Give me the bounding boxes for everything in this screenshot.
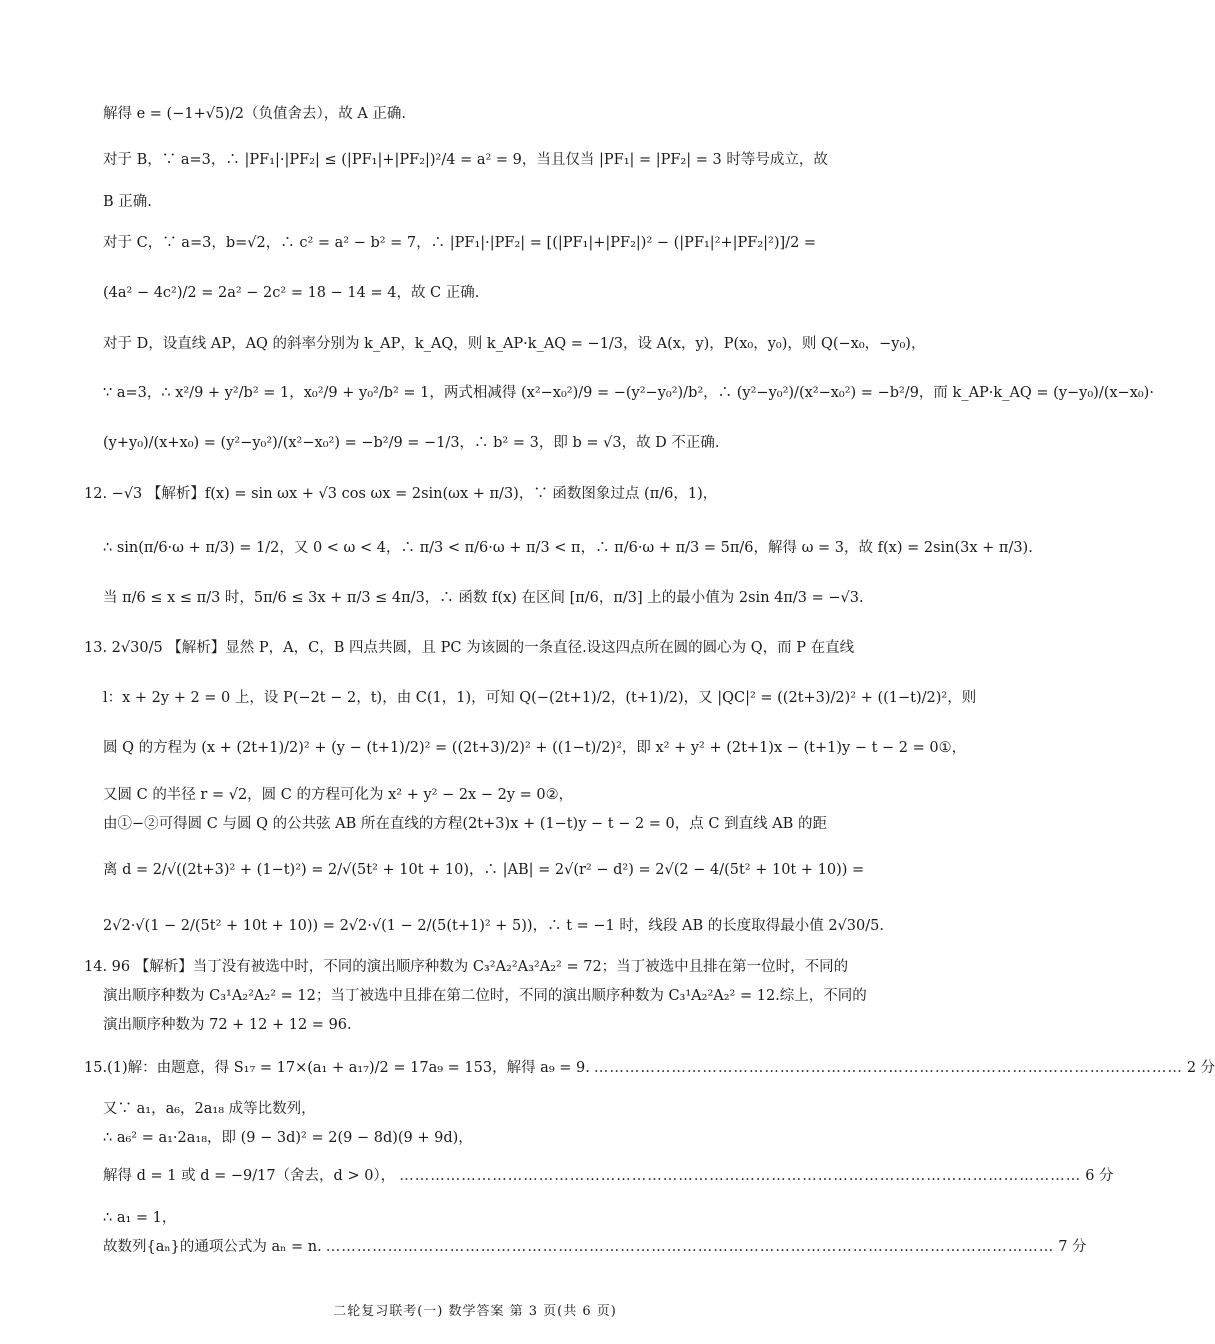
text-line: ∵ a=3，∴ x²/9 + y²/b² = 1，x₀²/9 + y₀²/b² = 1，两式相减得 (x²−x₀²)/9 = −(y²−y₀²)/b²，∴ (y²−y₀²)/(x²−x₀²) = −b²/9，而 k_AP·k_AQ = (y−y₀)/(x−x₀)· [103, 385, 1154, 401]
text-line: (4a² − 4c²)/2 = 2a² − 2c² = 18 − 14 = 4，故 C 正确. [103, 285, 480, 301]
text-line: 圆 Q 的方程为 (x + (2t+1)/2)² + (y − (t+1)/2)² = ((2t+3)/2)² + ((1−t)/2)²，即 x² + y² + (2t+1)x − (t+1)y − t − 2 = 0①， [103, 740, 967, 756]
text-line: 又∵ a₁，a₆，2a₁₈ 成等比数列， [103, 1101, 316, 1117]
score-points: 6 分 [1085, 1168, 1114, 1184]
text-line: ∴ a₁ = 1， [103, 1210, 177, 1226]
question-13: 13. 2√30/5 【解析】显然 P，A，C，B 四点共圆，且 PC 为该圆的一条直径.设这四点所在圆的圆心为 Q，而 P 在直线 [84, 640, 855, 656]
text-line: 对于 D，设直线 AP，AQ 的斜率分别为 k_AP，k_AQ，则 k_AP·k_AQ = −1/3，设 A(x，y)，P(x₀，y₀)，则 Q(−x₀，−y₀)， [103, 336, 926, 352]
score-points: 7 分 [1058, 1239, 1087, 1255]
text-line: (y+y₀)/(x+x₀) = (y²−y₀²)/(x²−x₀²) = −b²/9 = −1/3，∴ b² = 3，即 b = √3，故 D 不正确. [103, 435, 720, 451]
question-12: 12. −√3 【解析】f(x) = sin ωx + √3 cos ωx = 2sin(ωx + π/3)，∵ 函数图象过点 (π/6，1)， [84, 486, 718, 502]
text-line: 由①−②可得圆 C 与圆 Q 的公共弦 AB 所在直线的方程(2t+3)x + (1−t)y − t − 2 = 0，点 C 到直线 AB 的距 [103, 816, 827, 832]
step-text: 故数列{aₙ}的通项公式为 aₙ = n. [103, 1239, 322, 1255]
text-line: 解得 e = (−1+√5)/2（负值舍去），故 A 正确. [103, 106, 407, 122]
text-line: 离 d = 2/√((2t+3)² + (1−t)²) = 2/√(5t² + 10t + 10)，∴ |AB| = 2√(r² − d²) = 2√(2 − 4/(5t² + 10t + 10)) = [103, 862, 865, 878]
page-footer: 二轮复习联考(一) 数学答案 第 3 页(共 6 页) [333, 1304, 617, 1319]
text-line: 对于 C，∵ a=3，b=√2，∴ c² = a² − b² = 7，∴ |PF₁|·|PF₂| = [(|PF₁|+|PF₂|)² − (|PF₁|²+|PF₂|²)]/2 = [103, 235, 817, 251]
text-line: ∴ sin(π/6·ω + π/3) = 1/2，又 0 < ω < 4，∴ π/3 < π/6·ω + π/3 < π，∴ π/6·ω + π/3 = 5π/6，解得 ω = 3，故 f(x) = 2sin(3x + π/3). [103, 540, 1033, 556]
question-15-step [84, 1058, 1215, 1078]
text-line: ∴ a₆² = a₁·2a₁₈，即 (9 − 3d)² = 2(9 − 8d)(9 + 9d)， [103, 1130, 473, 1146]
text-line: 又圆 C 的半径 r = √2，圆 C 的方程可化为 x² + y² − 2x − 2y = 0②， [103, 787, 574, 803]
text-line: l：x + 2y + 2 = 0 上，设 P(−2t − 2，t)，由 C(1，1)，可知 Q(−(2t+1)/2，(t+1)/2)，又 |QC|² = ((2t+3)/2)² + ((1−t)/2)²，则 [103, 690, 977, 706]
text-line: 演出顺序种数为 C₃¹A₂²A₂² = 12；当丁被选中且排在第二位时，不同的演出顺序种数为 C₃¹A₂²A₂² = 12.综上，不同的 [103, 988, 867, 1004]
question-14: 14. 96 【解析】当丁没有被选中时，不同的演出顺序种数为 C₃²A₂²A₃²A₂² = 72；当丁被选中且排在第一位时，不同的 [84, 959, 849, 975]
leader-dots: …………………………………………………………………………………………………… [593, 1060, 1183, 1076]
text-line: 2√2·√(1 − 2/(5t² + 10t + 10)) = 2√2·√(1 − 2/(5(t+1)² + 5))，∴ t = −1 时，线段 AB 的长度取得最小值 2√30/5. [103, 918, 884, 934]
question-15-step [103, 1237, 1087, 1257]
text-line: 对于 B，∵ a=3，∴ |PF₁|·|PF₂| ≤ (|PF₁|+|PF₂|)²/4 = a² = 9，当且仅当 |PF₁| = |PF₂| = 3 时等号成立，故 [103, 152, 828, 168]
score-points: 2 分 [1186, 1060, 1215, 1076]
text-line: 当 π/6 ≤ x ≤ π/3 时，5π/6 ≤ 3x + π/3 ≤ 4π/3，∴ 函数 f(x) 在区间 [π/6，π/3] 上的最小值为 2sin 4π/3 = −√3. [103, 590, 864, 606]
leader-dots: …………………………………………………………………………………………………………………………… [325, 1239, 1055, 1255]
step-text: 解得 d = 1 或 d = −9/17（舍去，d > 0）， [103, 1168, 396, 1184]
step-text: 15.(1)解：由题意，得 S₁₇ = 17×(a₁ + a₁₇)/2 = 17a₉ = 153，解得 a₉ = 9. [84, 1060, 590, 1076]
leader-dots: …………………………………………………………………………………………………………………… [399, 1168, 1082, 1184]
text-line: B 正确. [103, 194, 152, 210]
text-line: 演出顺序种数为 72 + 12 + 12 = 96. [103, 1017, 352, 1033]
question-15-step [103, 1166, 1114, 1186]
